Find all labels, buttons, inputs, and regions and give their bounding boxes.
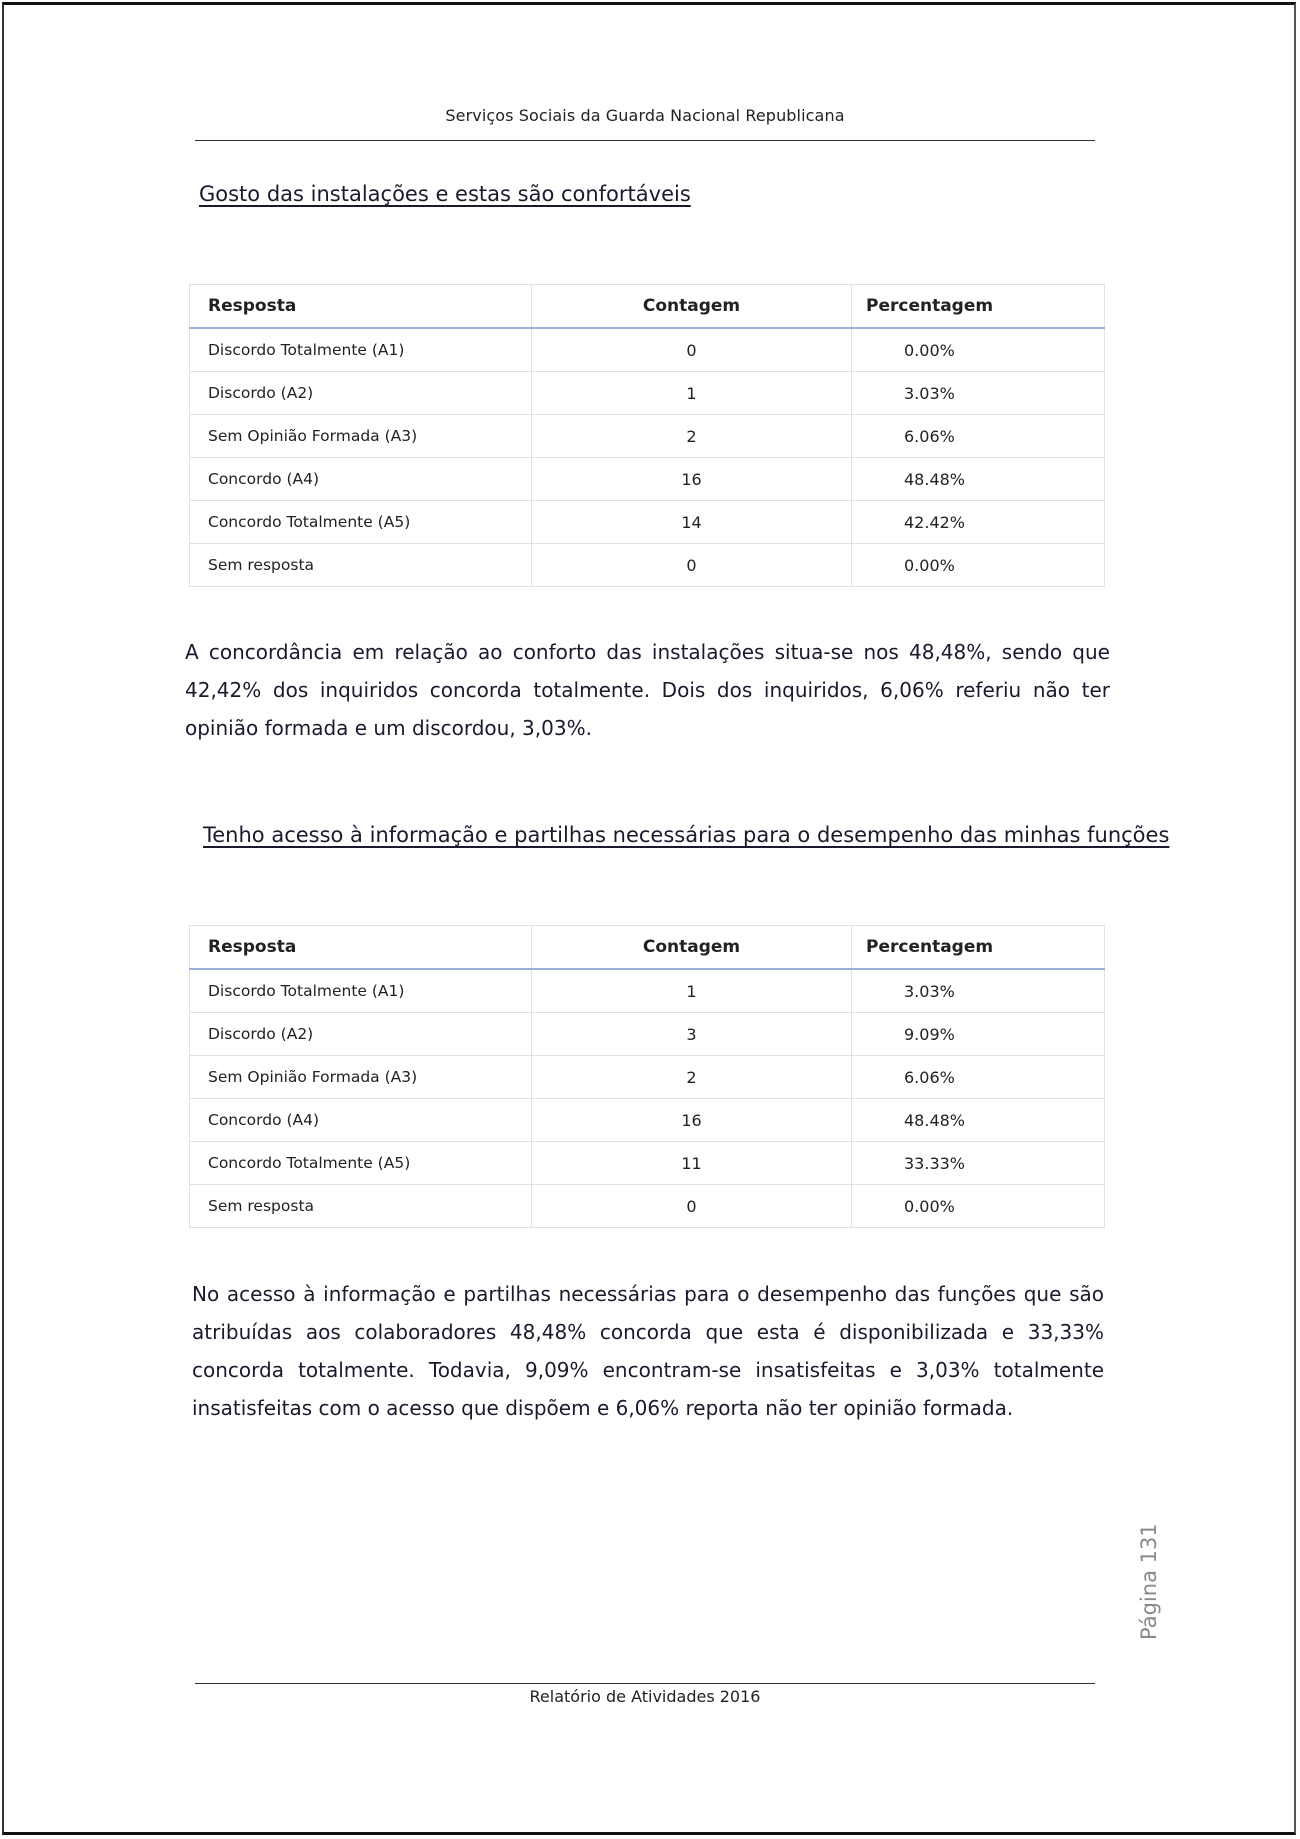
page-footer: Relatório de Atividades 2016 xyxy=(529,1687,761,1706)
cell-resposta: Sem Opinião Formada (A3) xyxy=(190,415,532,458)
table-row xyxy=(190,969,1105,1013)
table-header-row xyxy=(190,926,1105,970)
footer-divider xyxy=(195,1683,1095,1684)
cell-contagem: 16 xyxy=(532,1099,852,1142)
cell-percentagem: 0.00% xyxy=(852,1185,1105,1228)
table-row xyxy=(190,1013,1105,1056)
section-1-table xyxy=(189,284,1105,587)
cell-percentagem: 6.06% xyxy=(852,1056,1105,1099)
cell-resposta: Discordo (A2) xyxy=(190,372,532,415)
page-number: Página 131 xyxy=(1137,1523,1161,1640)
column-header-contagem: Contagem xyxy=(532,285,852,329)
cell-percentagem: 42.42% xyxy=(852,501,1105,544)
table-row xyxy=(190,372,1105,415)
cell-percentagem: 9.09% xyxy=(852,1013,1105,1056)
cell-contagem: 16 xyxy=(532,458,852,501)
cell-contagem: 3 xyxy=(532,1013,852,1056)
cell-contagem: 0 xyxy=(532,328,852,372)
column-header-resposta: Resposta xyxy=(190,285,532,329)
cell-resposta: Discordo Totalmente (A1) xyxy=(190,969,532,1013)
cell-percentagem: 6.06% xyxy=(852,415,1105,458)
table-row xyxy=(190,415,1105,458)
cell-resposta: Concordo Totalmente (A5) xyxy=(190,501,532,544)
table-row xyxy=(190,1185,1105,1228)
cell-percentagem: 48.48% xyxy=(852,1099,1105,1142)
table-row xyxy=(190,1056,1105,1099)
table-row xyxy=(190,501,1105,544)
table-row xyxy=(190,1099,1105,1142)
table-row xyxy=(190,328,1105,372)
cell-resposta: Discordo Totalmente (A1) xyxy=(190,328,532,372)
cell-contagem: 0 xyxy=(532,544,852,587)
section-2-paragraph: No acesso à informação e partilhas necessárias para o desempenho das funções que são atribuídas aos colaboradores 48,48% concorda que esta é disponibilizada e 33,33% concorda totalmente. Todavia, 9,09% encontram-se insatisfeitas e 3,03% totalmente insatisfeitas com o acesso que dispõem e 6,06% reporta não ter opinião formada. xyxy=(192,1282,1104,1420)
cell-contagem: 1 xyxy=(532,969,852,1013)
cell-percentagem: 0.00% xyxy=(852,544,1105,587)
section-2-table xyxy=(189,925,1105,1228)
cell-percentagem: 3.03% xyxy=(852,969,1105,1013)
cell-resposta: Sem Opinião Formada (A3) xyxy=(190,1056,532,1099)
cell-resposta: Discordo (A2) xyxy=(190,1013,532,1056)
column-header-contagem: Contagem xyxy=(532,926,852,970)
cell-resposta: Concordo (A4) xyxy=(190,458,532,501)
cell-percentagem: 0.00% xyxy=(852,328,1105,372)
section-1-title: Gosto das instalações e estas são confortáveis xyxy=(199,182,691,206)
cell-resposta: Concordo Totalmente (A5) xyxy=(190,1142,532,1185)
table-row xyxy=(190,458,1105,501)
cell-percentagem: 48.48% xyxy=(852,458,1105,501)
page-frame xyxy=(2,2,1296,1835)
cell-contagem: 14 xyxy=(532,501,852,544)
cell-contagem: 11 xyxy=(532,1142,852,1185)
cell-contagem: 2 xyxy=(532,415,852,458)
section-1-paragraph: A concordância em relação ao conforto das instalações situa-se nos 48,48%, sendo que 42,42% dos inquiridos concorda totalmente. Dois dos inquiridos, 6,06% referiu não ter opinião formada e um discordou, 3,03%. xyxy=(185,640,1110,740)
cell-contagem: 0 xyxy=(532,1185,852,1228)
table-row xyxy=(190,1142,1105,1185)
column-header-percentagem: Percentagem xyxy=(852,285,1105,329)
cell-contagem: 2 xyxy=(532,1056,852,1099)
header-divider xyxy=(195,140,1095,141)
cell-percentagem: 33.33% xyxy=(852,1142,1105,1185)
cell-contagem: 1 xyxy=(532,372,852,415)
column-header-percentagem: Percentagem xyxy=(852,926,1105,970)
cell-resposta: Concordo (A4) xyxy=(190,1099,532,1142)
table-row xyxy=(190,544,1105,587)
cell-resposta: Sem resposta xyxy=(190,544,532,587)
table-header-row xyxy=(190,285,1105,329)
section-2-title: Tenho acesso à informação e partilhas necessárias para o desempenho das minhas funções xyxy=(203,823,1170,847)
cell-resposta: Sem resposta xyxy=(190,1185,532,1228)
cell-percentagem: 3.03% xyxy=(852,372,1105,415)
column-header-resposta: Resposta xyxy=(190,926,532,970)
page-header: Serviços Sociais da Guarda Nacional Republicana xyxy=(445,106,845,125)
